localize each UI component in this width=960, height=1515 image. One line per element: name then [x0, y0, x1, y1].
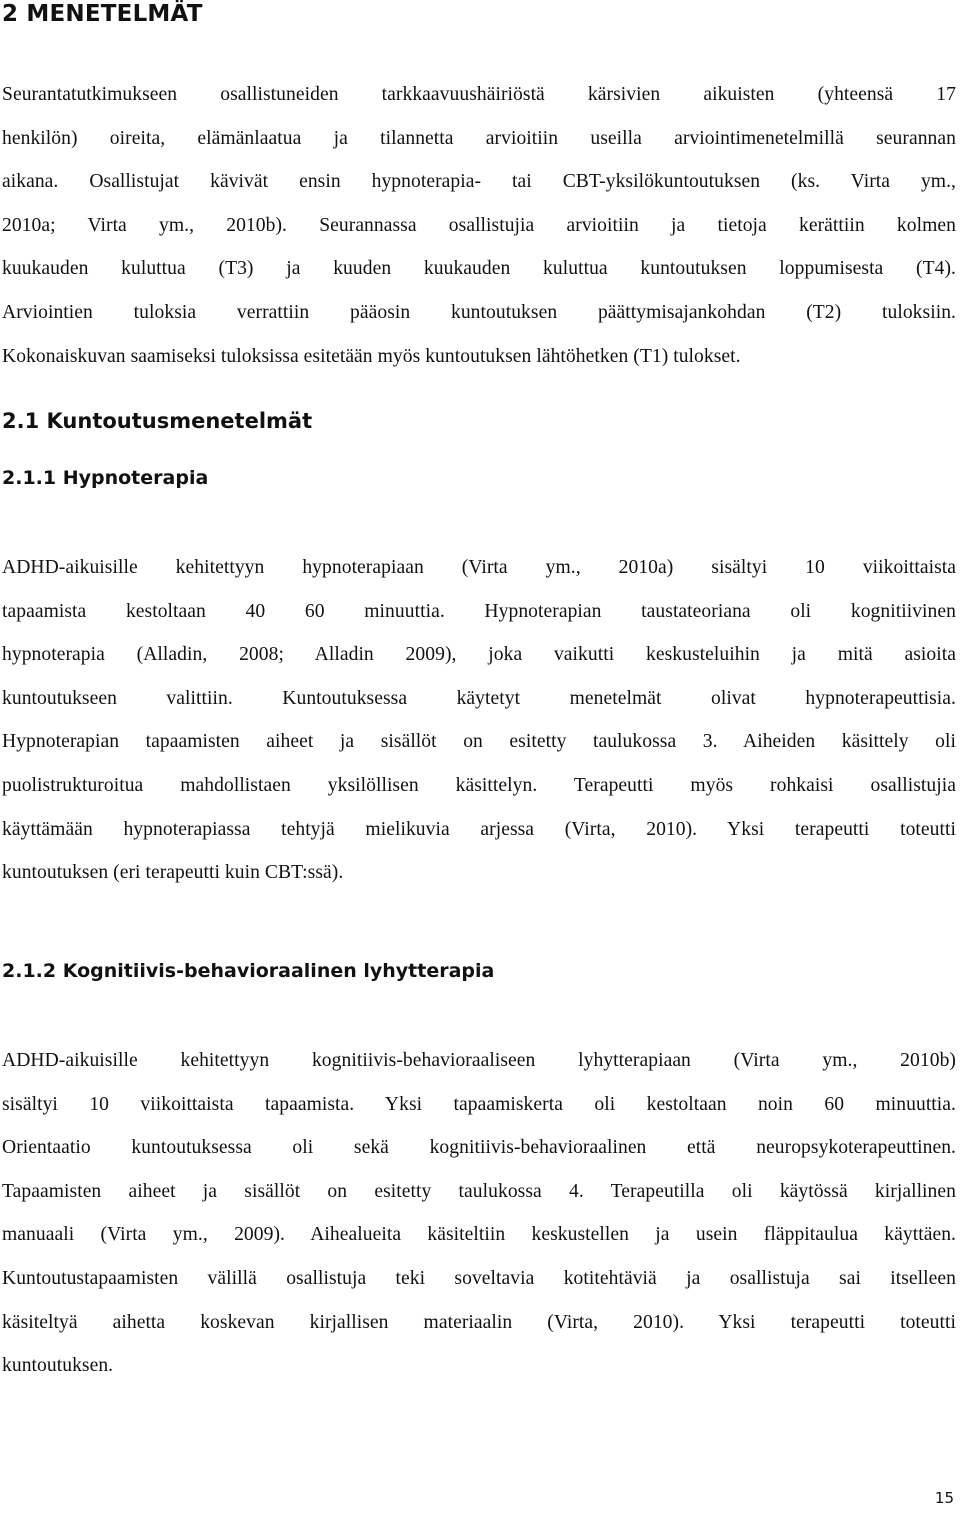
text-line: ADHD-aikuisille kehitettyyn kognitiivis-behavioraaliseen lyhytterapiaan (Virta ym., 2010b) [2, 1050, 956, 1071]
text-line: kuntoutuksen. [2, 1355, 114, 1377]
text-line: kuntoutukseen valittiin. Kuntoutuksessa käytetyt menetelmät olivat hypnoterapeuttisia. [2, 687, 956, 709]
text-line: ADHD-aikuisille kehitettyyn hypnoterapiaan (Virta ym., 2010a) sisältyi 10 viikoittaista [2, 557, 956, 578]
text-line: 2010a; Virta ym., 2010b). Seurannassa osallistujia arvioitiin ja tietoja kerättiin kolmen [2, 214, 956, 236]
chapter-heading: 2 MENETELMÄT [2, 1, 203, 27]
text-line: Tapaamisten aiheet ja sisällöt on esitetty taulukossa 4. Terapeutilla oli käytössä kirjallinen [2, 1180, 956, 1202]
text-line: aikana. Osallistujat kävivät ensin hypnoterapia- tai CBT-yksilökuntoutuksen (ks. Virta ym., [2, 171, 956, 193]
text-line: Kokonaiskuvan saamiseksi tuloksissa esitetään myös kuntoutuksen lähtöhetken (T1) tulokset. [2, 345, 741, 367]
subsection-heading-cbt: 2.1.2 Kognitiivis-behavioraalinen lyhytterapia [2, 960, 495, 982]
text-line: Seurantatutkimukseen osallistuneiden tarkkaavuushäiriöstä kärsivien aikuisten (yhteensä 17 [2, 84, 956, 105]
text-line: tapaamista kestoltaan 40 60 minuuttia. Hypnoterapian taustateoriana oli kognitiivinen [2, 600, 956, 622]
section-heading: 2.1 Kuntoutusmenetelmät [2, 409, 313, 433]
text-line: puolistrukturoitua mahdollistaen yksilöllisen käsittelyn. Terapeutti myös rohkaisi osallistujia [2, 774, 956, 796]
text-line: kuukauden kuluttua (T3) ja kuuden kuukauden kuluttua kuntoutuksen loppumisesta (T4). [2, 258, 956, 280]
subsection-heading-hypnotherapy: 2.1.1 Hypnoterapia [2, 467, 209, 489]
text-line: kuntoutuksen (eri terapeutti kuin CBT:ssä). [2, 862, 344, 884]
text-line: Arviointien tuloksia verrattiin pääosin kuntoutuksen päättymisajankohdan (T2) tuloksiin. [2, 301, 956, 323]
text-line: käsiteltyä aihetta koskevan kirjallisen materiaalin (Virta, 2010). Yksi terapeutti toteutti [2, 1311, 956, 1333]
text-line: Kuntoutustapaamisten välillä osallistuja teki soveltavia kotitehtäviä ja osallistuja sai itselleen [2, 1267, 956, 1289]
text-line: henkilön) oireita, elämänlaatua ja tilannetta arvioitiin useilla arviointimenetelmillä seurannan [2, 127, 956, 149]
hypnotherapy-paragraph [2, 546, 956, 895]
text-line: Hypnoterapian tapaamisten aiheet ja sisällöt on esitetty taulukossa 3. Aiheiden käsittely oli [2, 731, 956, 753]
intro-paragraph [2, 73, 956, 378]
text-line: Orientaatio kuntoutuksessa oli sekä kognitiivis-behavioraalinen että neuropsykoterapeuttinen. [2, 1137, 956, 1159]
text-line: käyttämään hypnoterapiassa tehtyjä mielikuvia arjessa (Virta, 2010). Yksi terapeutti toteutti [2, 818, 956, 840]
text-line: sisältyi 10 viikoittaista tapaamista. Yksi tapaamiskerta oli kestoltaan noin 60 minuuttia. [2, 1093, 956, 1115]
text-line: manuaali (Virta ym., 2009). Aihealueita käsiteltiin keskustellen ja usein fläppitaulua käyttäen. [2, 1224, 956, 1246]
text-line: hypnoterapia (Alladin, 2008; Alladin 2009), joka vaikutti keskusteluihin ja mitä asioita [2, 644, 956, 666]
cbt-paragraph [2, 1039, 956, 1388]
page-number: 15 [934, 1489, 954, 1507]
